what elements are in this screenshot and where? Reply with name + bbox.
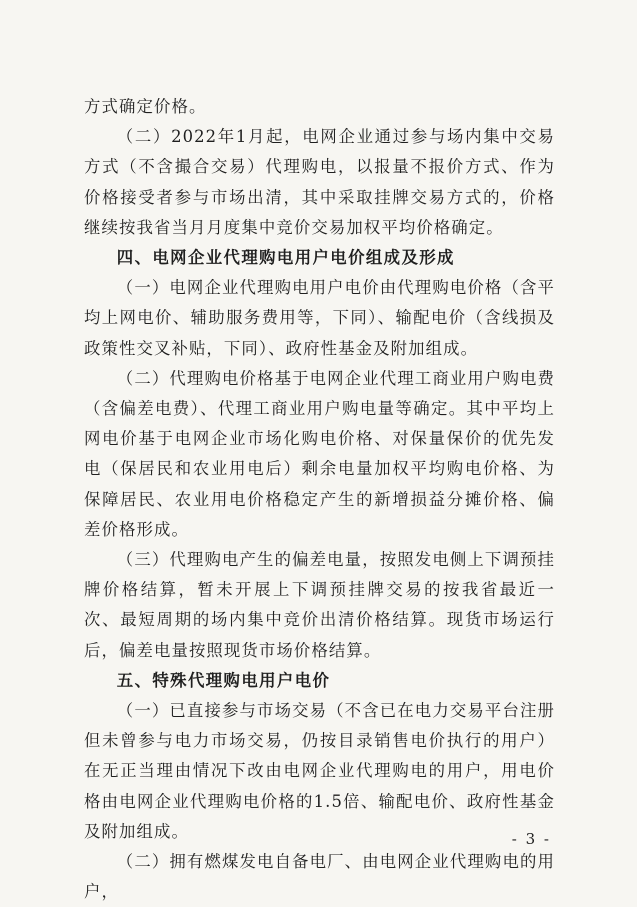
paragraph-5-1: （一）已直接参与市场交易（不含已在电力交易平台注册但未曾参与电力市场交易，仍按目录销售电价执行的用户）在无正当理由情况下改由电网企业代理购电的用户，用电价格由电网企业代理购电价格的1.5倍、输配电价、政府性基金及附加组成。 <box>84 701 555 841</box>
paragraph-4-3: （三）代理购电产生的偏差电量，按照发电侧上下调预挂牌价格结算，暂未开展上下调预挂牌交易的按我省最近一次、最短周期的场内集中竞价出清价格结算。现货市场运行后，偏差电量按照现货市场价格结算。 <box>84 550 555 660</box>
paragraph-2-2: （二）2022年1月起，电网企业通过参与场内集中交易方式（不含撮合交易）代理购电，以报量不报价方式、作为价格接受者参与市场出清，其中采取挂牌交易方式的，价格继续按我省当月月度集中竞价交易加权平均价格确定。 <box>84 127 555 237</box>
paragraph-4-2: （二）代理购电价格基于电网企业代理工商业用户购电费（含偏差电费）、代理工商业用户购电量等确定。其中平均上网电价基于电网企业市场化购电价格、对保量保价的优先发电（保居民和农业用电后）剩余电量加权平均购电价格、为保障居民、农业用电价格稳定产生的新增损益分摊价格、偏差价格形成。 <box>84 368 555 539</box>
paragraph-continuation: 方式确定价格。 <box>84 97 207 116</box>
paragraph-5-2: （二）拥有燃煤发电自备电厂、由电网企业代理购电的用户， <box>84 852 555 902</box>
page-number: - 3 - <box>511 830 551 848</box>
section-heading-5: 五、特殊代理购电用户电价 <box>116 670 331 690</box>
paragraph-4-1: （一）电网企业代理购电用户电价由代理购电价格（含平均上网电价、辅助服务费用等，下同）、输配电价（含线损及政策性交叉补贴，下同）、政府性基金及附加组成。 <box>84 278 555 358</box>
section-heading-4: 四、电网企业代理购电用户电价组成及形成 <box>116 248 455 268</box>
